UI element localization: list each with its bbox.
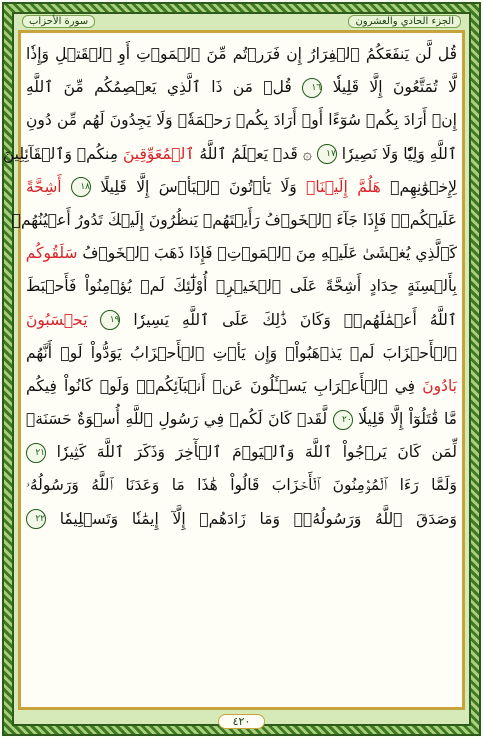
page-number: ٤٢٠ <box>218 714 266 729</box>
juz-label: الجزء الحادي والعشرون <box>348 15 461 28</box>
ayah-marker: ١٦ <box>302 78 322 98</box>
text-line: وَلَمَّا رَءَا ٱلۡمُؤۡمِنُونَ ٱلۡأَحۡزَابَ قَالُواْ هَٰذَا مَا وَعَدَنَا ٱللَّهُ وَرَسُولُهُۥ <box>26 476 457 495</box>
text-line: ٱللَّهِ وَلِيّٗا وَلَا نَصِيرٗا ١٧ ۞ قَدۡ يَعۡلَمُ ٱللَّهُ ٱلۡمُعَوِّقِينَ مِنكُمۡ وَٱلۡقَآئِلِينَ <box>2 144 457 163</box>
text-line: لِإِخۡوَٰنِهِمۡ هَلُمَّ إِلَيۡنَاۖ وَلَا يَأۡتُونَ ٱلۡبَأۡسَ إِلَّا قَلِيلًا ١٨ أَشِحَّةً <box>26 177 458 196</box>
text-line: لِّمَن كَانَ يَرۡجُواْ ٱللَّهَ وَٱلۡيَوۡمَ ٱلۡأٓخِرَ وَذَكَرَ ٱللَّهَ كَثِيرٗا ٢١ <box>26 436 457 469</box>
text-line: قُل لَّن يَنفَعَكُمُ ٱلۡفِرَارُ إِن فَرَرۡتُم مِّنَ ٱلۡمَوۡتِ أَوِ ٱلۡقَتۡلِ وَإِذٗا <box>26 45 457 63</box>
quran-text <box>2 38 458 702</box>
text-line: ٱلۡأَحۡزَابَ لَمۡ يَذۡهَبُواْۖ وَإِن يَأۡتِ ٱلۡأَحۡزَابُ يَوَدُّواْ لَوۡ أَنَّهُم <box>26 343 457 362</box>
text-line: وَصَدَقَ ٱللَّهُ وَرَسُولُهُۥۚ وَمَا زَادَهُمۡ إِلَّآ إِيمَٰنٗا وَتَسۡلِيمٗا ٢٢ <box>26 503 457 536</box>
text-line: عَلَيۡكُمۡۖ فَإِذَا جَآءَ ٱلۡخَوۡفُ رَأَيۡتَهُمۡ يَنظُرُونَ إِلَيۡكَ تَدُورُ أَعۡيُنُهُمۡ <box>11 210 457 229</box>
text-line: مَّا قَٰتَلُوٓاْ إِلَّا قَلِيلٗا ٢٠ لَّقَدۡ كَانَ لَكُمۡ فِي رَسُولِ ٱللَّهِ أُسۡوَةٌ حَسَنَةٞ <box>26 410 457 429</box>
text-line: إِنۡ أَرَادَ بِكُمۡ سُوٓءًا أَوۡ أَرَادَ بِكُمۡ رَحۡمَةٗۚ وَلَا يَجِدُونَ لَهُم مِّن دُونِ <box>26 111 457 130</box>
surah-label: سورة الأحزاب <box>22 15 95 28</box>
page-header <box>12 12 471 30</box>
text-line: بَادُونَ فِي ٱلۡأَعۡرَابِ يَسۡـَٔلُونَ عَنۡ أَنۢبَآئِكُمۡۖ وَلَوۡ كَانُواْ فِيكُم <box>26 376 457 395</box>
ayah-marker: ٢٠ <box>333 410 353 430</box>
ayah-marker: ٢٢ <box>26 509 46 529</box>
ayah-marker: ٢١ <box>26 443 46 463</box>
ayah-marker: ١٩ <box>100 310 120 330</box>
text-line: بِأَلۡسِنَةٍ حِدَادٍ أَشِحَّةً عَلَى ٱلۡخَيۡرِۚ أُوْلَٰٓئِكَ لَمۡ يُؤۡمِنُواْ فَأَحۡبَطَ <box>26 277 457 296</box>
ayah-marker: ١٧ <box>317 144 337 164</box>
page-footer <box>0 712 483 730</box>
text-line: لَّا تُمَتَّعُونَ إِلَّا قَلِيلٗا ١٦ قُلۡ مَن ذَا ٱلَّذِي يَعۡصِمُكُم مِّنَ ٱللَّهِ <box>26 78 457 97</box>
text-line: كَٱلَّذِي يُغۡشَىٰ عَلَيۡهِ مِنَ ٱلۡمَوۡتِۖ فَإِذَا ذَهَبَ ٱلۡخَوۡفُ سَلَقُوكُم <box>25 244 457 263</box>
ayah-marker: ١٨ <box>71 177 91 197</box>
text-line: ٱللَّهُ أَعۡمَٰلَهُمۡۚ وَكَانَ ذَٰلِكَ عَلَى ٱللَّهِ يَسِيرٗا ١٩ يَحۡسَبُونَ <box>26 310 457 329</box>
